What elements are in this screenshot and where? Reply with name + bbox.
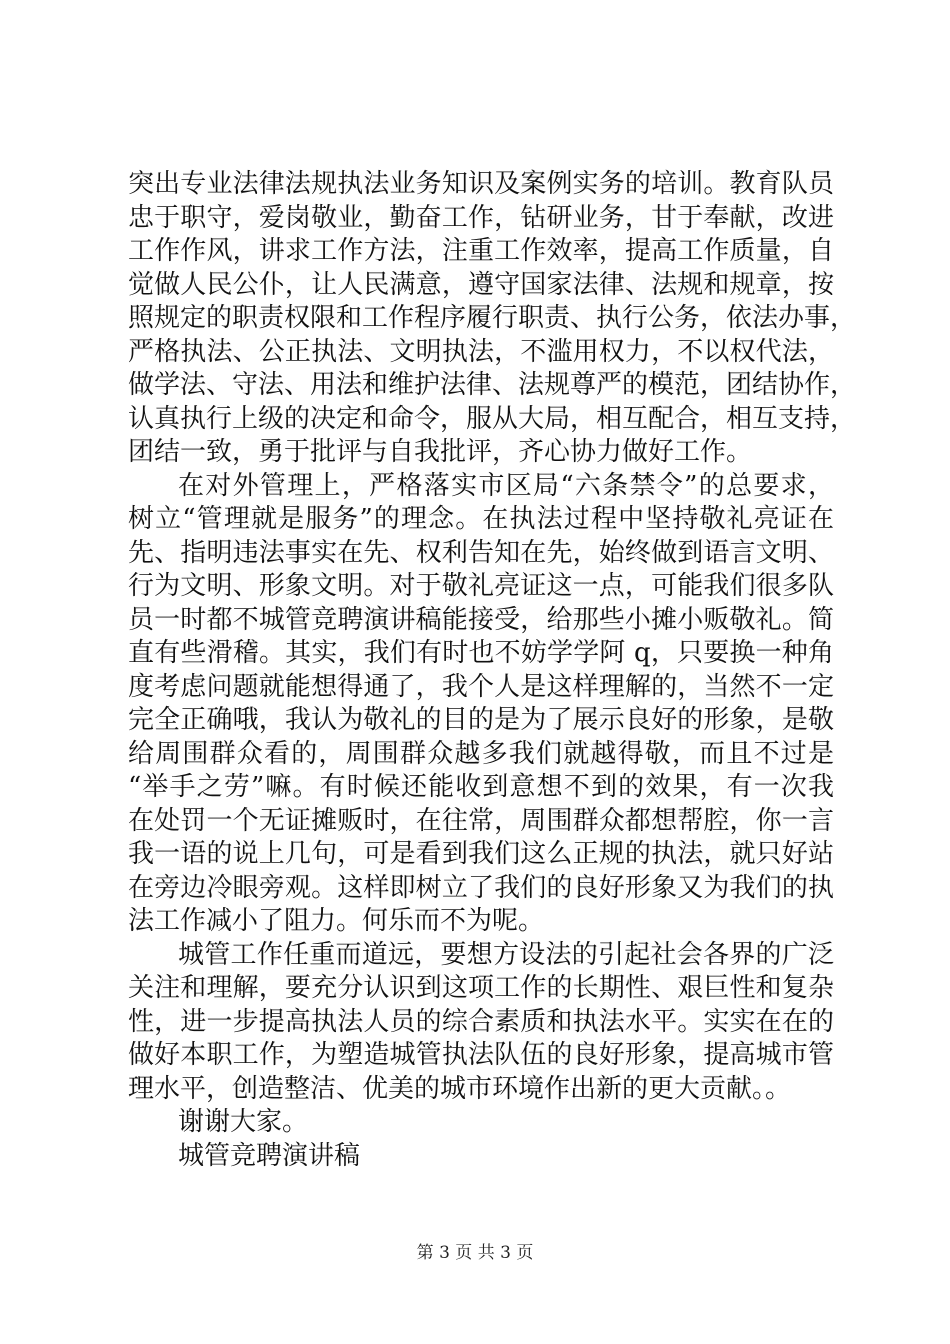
text-line: 先、指明违法事实在先、权利告知在先，始终做到语言文明、	[128, 537, 834, 568]
text-line: 法工作减小了阻力。何乐而不为呢。	[128, 906, 545, 936]
paragraph	[128, 470, 834, 939]
text-line: 关注和理解，要充分认识到这项工作的长期性、艰巨性和复杂	[128, 973, 834, 1003]
text-line: 性，进一步提高执法人员的综合素质和执法水平。实实在在的	[128, 1006, 834, 1037]
text-line: 照规定的职责权限和工作程序履行职责、执行公务，依法办事，	[128, 303, 857, 333]
text-line: 在旁边冷眼旁观。这样即树立了我们的良好形象又为我们的执	[128, 872, 834, 903]
paragraph	[128, 1140, 834, 1174]
text-line: 员一时都不城管竞聘演讲稿能接受，给那些小摊小贩敬礼。简	[128, 604, 834, 635]
text-line: 我一语的说上几句，可是看到我们这么正规的执法，就只好站	[128, 839, 834, 869]
text-line: 城管竞聘演讲稿	[178, 1140, 361, 1171]
text-line: 团结一致，勇于批评与自我批评，齐心协力做好工作。	[128, 437, 753, 467]
text-line: “举手之劳”嘛。有时候还能收到意想不到的效果，有一次我	[128, 772, 834, 802]
paragraph	[128, 1106, 834, 1140]
text-line: 忠于职守，爱岗敬业，勤奋工作，钻研业务，甘于奉献，改进	[128, 202, 834, 233]
text-line: 行为文明、形象文明。对于敬礼亮证这一点，可能我们很多队	[128, 571, 834, 601]
text-line: 谢谢大家。	[178, 1107, 309, 1137]
text-line: 在处罚一个无证摊贩时，在往常，周围群众都想帮腔，你一言	[128, 805, 834, 836]
text-line: 做好本职工作，为塑造城管执法队伍的良好形象，提高城市管	[128, 1040, 834, 1070]
text-line: 认真执行上级的决定和命令，服从大局，相互配合，相互支持，	[128, 403, 857, 434]
page-footer: 第 3 页 共 3 页	[416, 1243, 534, 1263]
text-line: 做学法、守法、用法和维护法律、法规尊严的模范，团结协作，	[128, 370, 857, 400]
paragraph	[128, 168, 857, 470]
text-line: 工作作风，讲求工作方法，注重工作效率，提高工作质量，自	[128, 236, 834, 266]
text-line: 突出专业法律法规执法业务知识及案例实务的培训。教育队员	[128, 169, 834, 199]
text-line: 在对外管理上，严格落实市区局“六条禁令”的总要求，	[178, 470, 834, 501]
text-line: 觉做人民公仆，让人民满意，遵守国家法律、法规和规章，按	[128, 269, 834, 300]
text-line: 理水平，创造整洁、优美的城市环境作出新的更大贡献。。	[128, 1073, 792, 1104]
text-line: 给周围群众看的，周围群众越多我们就越得敬，而且不过是	[128, 738, 834, 769]
text-line: 度考虑问题就能想得通了，我个人是这样理解的，当然不一定	[128, 671, 834, 702]
text-line: 树立“管理就是服务”的理念。在执法过程中坚持敬礼亮证在	[128, 504, 834, 534]
text-line: 严格执法、公正执法、文明执法，不滥用权力，不以权代法，	[128, 336, 834, 367]
text-line: 城管工作任重而道远，要想方设法的引起社会各界的广泛	[178, 939, 834, 970]
document-body	[128, 168, 857, 1173]
paragraph	[128, 939, 834, 1107]
text-line: 完全正确哦，我认为敬礼的目的是为了展示良好的形象，是敬	[128, 705, 834, 735]
text-line: 直有些滑稽。其实，我们有时也不妨学学阿 q，只要换一种角	[128, 638, 834, 668]
